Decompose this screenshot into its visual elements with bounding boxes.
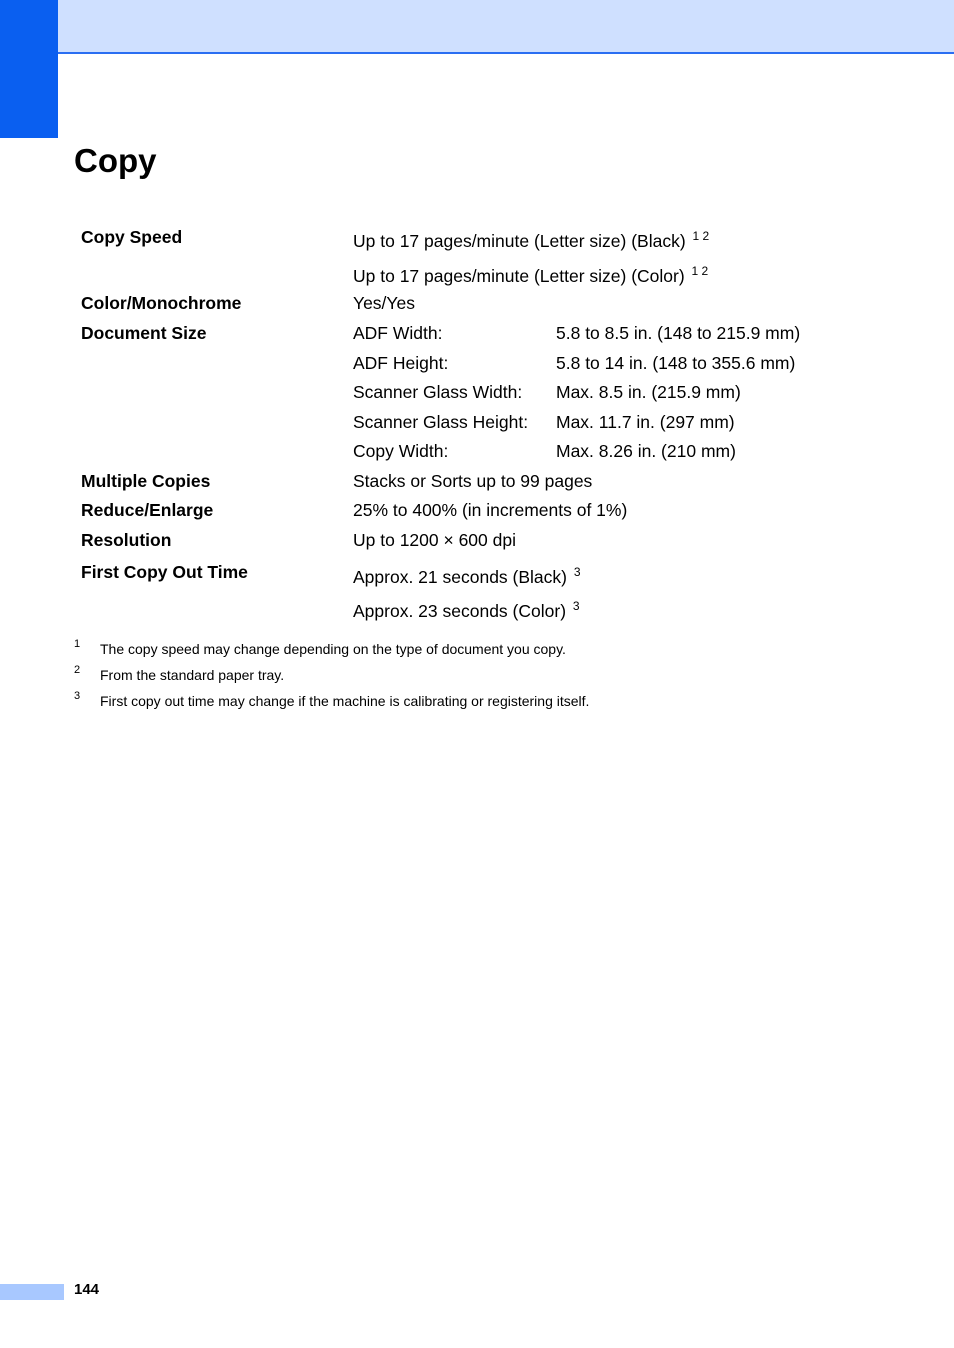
footnote-ref: 1 2 (691, 264, 709, 278)
spec-label-color-mono: Color/Monochrome (81, 293, 242, 313)
doc-size-value: Max. 8.5 in. (215.9 mm) (556, 382, 741, 402)
footnote-ref: 1 2 (692, 229, 710, 243)
footnote-text: From the standard paper tray. (100, 667, 285, 683)
spec-label-copy-speed: Copy Speed (81, 227, 183, 247)
header-band (58, 0, 954, 54)
spec-label-first-copy: First Copy Out Time (81, 562, 248, 582)
spec-value-first-copy-black (353, 565, 581, 588)
spec-value-first-copy-color (353, 599, 580, 622)
chapter-tab (0, 0, 58, 138)
footnote-number: 3 (74, 690, 81, 702)
spec-value-copy-speed-black (353, 229, 709, 252)
page-number: 144 (74, 1281, 100, 1298)
footnote-number: 2 (74, 664, 81, 676)
spec-value-color-mono: Yes/Yes (353, 293, 415, 313)
doc-size-key: ADF Height: (353, 353, 449, 373)
spec-label-multiple-copies: Multiple Copies (81, 471, 211, 491)
copy-speed-black-text: Up to 17 pages/minute (Letter size) (Black) (353, 231, 686, 251)
footnote-text: The copy speed may change depending on the type of document you copy. (100, 641, 566, 657)
page-title: Copy (74, 142, 157, 179)
spec-value-multiple-copies: Stacks or Sorts up to 99 pages (353, 471, 593, 491)
footnote-ref: 3 (572, 599, 580, 613)
spec-value-resolution: Up to 1200 × 600 dpi (353, 530, 516, 550)
spec-label-resolution: Resolution (81, 530, 172, 550)
copy-speed-color-text: Up to 17 pages/minute (Letter size) (Color) (353, 266, 685, 286)
first-copy-color-text: Approx. 23 seconds (Color) (353, 601, 567, 621)
footnote-text: First copy out time may change if the machine is calibrating or registering itself. (100, 693, 590, 709)
doc-size-key: Copy Width: (353, 441, 449, 461)
footnote-number: 1 (74, 638, 81, 650)
doc-size-key: Scanner Glass Height: (353, 412, 529, 432)
footer-band (0, 1284, 64, 1300)
doc-size-value: 5.8 to 8.5 in. (148 to 215.9 mm) (556, 323, 801, 343)
footnote-ref: 3 (573, 565, 581, 579)
doc-size-value: 5.8 to 14 in. (148 to 355.6 mm) (556, 353, 796, 373)
spec-value-reduce-enlarge: 25% to 400% (in increments of 1%) (353, 500, 628, 520)
doc-size-value: Max. 8.26 in. (210 mm) (556, 441, 736, 461)
doc-size-key: ADF Width: (353, 323, 443, 343)
spec-label-document-size: Document Size (81, 323, 207, 343)
first-copy-black-text: Approx. 21 seconds (Black) (353, 567, 567, 587)
doc-size-key: Scanner Glass Width: (353, 382, 523, 402)
spec-value-copy-speed-color (353, 264, 708, 287)
spec-label-reduce-enlarge: Reduce/Enlarge (81, 500, 214, 520)
doc-size-value: Max. 11.7 in. (297 mm) (556, 412, 735, 432)
